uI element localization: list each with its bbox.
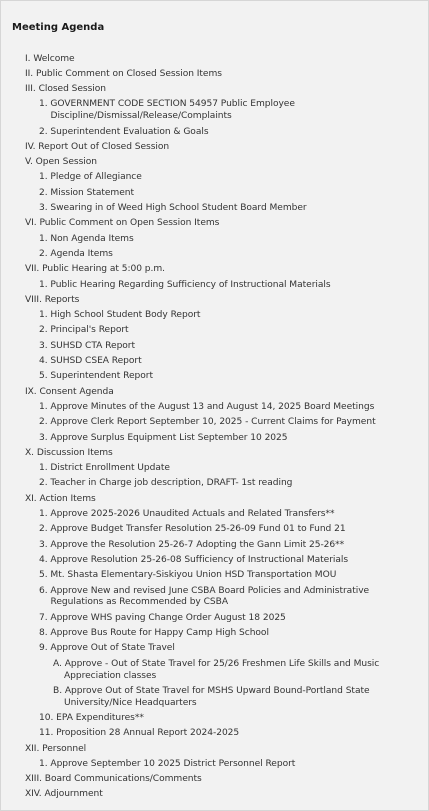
agenda-section: XIII. Board Communications/Comments [25, 774, 202, 785]
agenda-item: 1. GOVERNMENT CODE SECTION 54957 Public Employee Discipline/Dismissal/Release/Complaints [39, 99, 295, 122]
agenda-item: 3. Approve the Resolution 25-26-7 Adopting the Gann Limit 25-26** [39, 539, 345, 550]
agenda-item: 1. District Enrollment Update [39, 463, 170, 474]
agenda-item: 1. Public Hearing Regarding Sufficiency of Instructional Materials [39, 279, 331, 290]
agenda-item: 1. High School Student Body Report [39, 310, 201, 321]
agenda-section: II. Public Comment on Closed Session Items [25, 68, 222, 79]
agenda-item: 2. Approve Budget Transfer Resolution 25-26-09 Fund 01 to Fund 21 [39, 524, 346, 535]
agenda-item: 1. Pledge of Allegiance [39, 172, 142, 183]
agenda-item: 2. Agenda Items [39, 248, 113, 259]
agenda-item: 2. Teacher in Charge job description, DRAFT- 1st reading [39, 478, 293, 489]
agenda-item: 5. Superintendent Report [39, 371, 153, 382]
agenda-item: 5. Mt. Shasta Elementary-Siskiyou Union HSD Transportation MOU [39, 570, 337, 581]
agenda-section: X. Discussion Items [25, 447, 113, 458]
agenda-section: XIV. Adjournment [25, 789, 103, 800]
agenda-section: XII. Personnel [25, 743, 87, 754]
agenda-section: VIII. Reports [25, 294, 80, 305]
agenda-item: 10. EPA Expenditures** [39, 713, 144, 723]
agenda-item: 11. Proposition 28 Annual Report 2024-2025 [39, 728, 240, 739]
agenda-section: III. Closed Session [25, 84, 107, 95]
agenda-section: IX. Consent Agenda [25, 386, 114, 397]
agenda-subitem: B. Approve Out of State Travel for MSHS Upward Bound-Portland State University/Nice Headquarters [53, 685, 370, 708]
agenda-section: V. Open Session [25, 157, 97, 168]
agenda-section: IV. Report Out of Closed Session [25, 141, 170, 152]
agenda-item: 9. Approve Out of State Travel [39, 643, 175, 654]
agenda-item: 1. Approve Minutes of the August 13 and August 14, 2025 Board Meetings [39, 401, 375, 412]
agenda-item: 3. Approve Surplus Equipment List September 10 2025 [39, 432, 288, 443]
agenda-item: 6. Approve New and revised June CSBA Board Policies and Administrative Regulations as Recommended by CSBA [39, 585, 370, 608]
agenda-item: 1. Approve September 10 2025 District Personnel Report [39, 758, 296, 769]
agenda-list [1, 52, 411, 803]
agenda-section: I. Welcome [25, 53, 75, 64]
agenda-item: 1. Approve 2025-2026 Unaudited Actuals and Related Transfers** [39, 509, 335, 520]
agenda-item: 1. Non Agenda Items [39, 233, 134, 244]
agenda-section: VI. Public Comment on Open Session Items [25, 218, 220, 229]
agenda-item: 4. Approve Resolution 25-26-08 Sufficiency of Instructional Materials [39, 554, 349, 565]
agenda-item: 7. Approve WHS paving Change Order August 18 2025 [39, 612, 286, 623]
agenda-subitem: A. Approve - Out of State Travel for 25/26 Freshmen Life Skills and Music Appreciation classes [53, 658, 380, 681]
agenda-item: 3. Swearing in of Weed High School Student Board Member [39, 203, 307, 214]
agenda-item: 8. Approve Bus Route for Happy Camp High School [39, 628, 269, 638]
page-title: Meeting Agenda [12, 22, 105, 33]
agenda-item: 2. Mission Statement [39, 187, 135, 198]
agenda-section: VII. Public Hearing at 5:00 p.m. [25, 264, 166, 275]
agenda-item: 2. Approve Clerk Report September 10, 2025 - Current Claims for Payment [39, 417, 376, 428]
agenda-section: XI. Action Items [25, 493, 96, 504]
agenda-item: 2. Superintendent Evaluation & Goals [39, 126, 209, 137]
agenda-item: 3. SUHSD CTA Report [39, 340, 136, 351]
agenda-item: 2. Principal's Report [39, 325, 129, 336]
agenda-item: 4. SUHSD CSEA Report [39, 356, 142, 367]
